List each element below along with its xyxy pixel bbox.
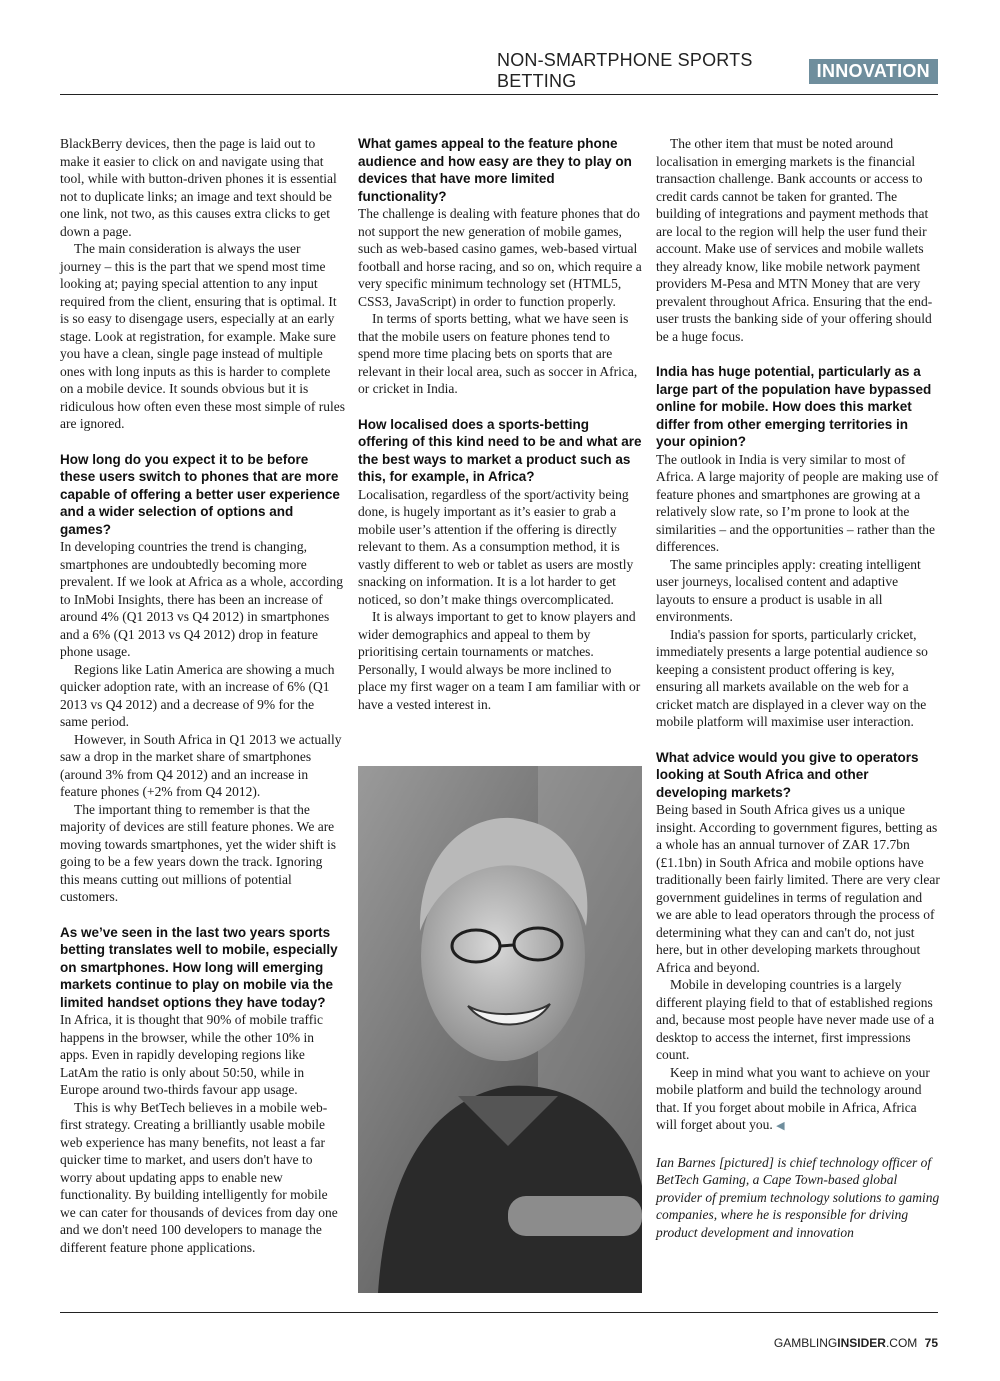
portrait-photo [358, 766, 642, 1293]
page-footer [774, 1336, 938, 1350]
paragraph: The important thing to remember is that the majority of devices are still feature phones. We are moving towards smartphones, yet the wider shift is going to be a few years down the track. Ignoring this means cutting out millions of potential customers. [60, 801, 336, 904]
question-heading: India has huge potential, particularly as a large part of the population have bypassed online for mobile. How does this market differ from other emerging territories in your opinion? [656, 364, 932, 449]
question-heading: How localised does a sports-betting offering of this kind need to be and what are the best ways to market a product such as this, for example, in Africa? [358, 416, 642, 484]
paragraph: India's passion for sports, particularly cricket, immediately presents a large potential audience so keeping a consistent product offering is key, ensuring all markets available on the web for a cricket match are displayed in a clever way on the mobile platform will maximise user interaction. [656, 626, 928, 729]
question-heading: As we’ve seen in the last two years sports betting translates well to mobile, especially on smartphones. How long will emerging markets continue to play on mobile via the limited handset options they have today? [60, 924, 338, 1010]
paragraph: The challenge is dealing with feature phones that do not support the new generation of mobile games, such as web-based casino games, web-based virtual football and horse racing, and so on, which require a very specific minimum technology set (HTML5, CSS3, JavaScript) in order to function properly. [358, 206, 642, 309]
footer-brand-b: INSIDER [837, 1336, 886, 1350]
paragraph: The same principles apply: creating intelligent user journeys, localised content and adaptive layouts to ensure a product is usable in all environments. [656, 556, 921, 624]
paragraph: In Africa, it is thought that 90% of mobile traffic happens in the browser, while the other 10% in apps. Even in rapidly developing regions like LatAm the ratio is only about 50:50, while in Europe around two-thirds favour app usage. [60, 1012, 323, 1097]
end-mark-icon: ◀ [776, 1120, 785, 1132]
section-header [497, 50, 938, 91]
paragraph: Regions like Latin America are showing a much quicker adoption rate, with an increase of 6% (Q1 2013 vs Q4 2012) and a decrease of 9% for the same period. [60, 661, 335, 729]
paragraph-text: Keep in mind what you want to achieve on your mobile platform and build the technology around that. If you forget about mobile in Africa, Africa will forget about you. [656, 1064, 930, 1132]
bottom-rule [60, 1312, 938, 1313]
paragraph [656, 1064, 940, 1136]
paragraph: In terms of sports betting, what we have seen is that the mobile users on feature phones tend to spend more time placing bets on sports that are relevant in their local area, such as soccer in Africa, or cricket in India. [358, 311, 638, 396]
paragraph: Being based in South Africa gives us a unique insight. According to government figures, betting as a whole has an annual turnover of ZAR 17.7bn (£1.1bn) in South Africa and mobile options have traditionally been fairly limited. There are very clear government guidelines in terms of regulation and we are able to lead operators through the process of determining what they can and can't do, not just here, but in other developing markets throughout Africa and beyond. [656, 802, 940, 975]
question-heading: How long do you expect it to be before these users switch to phones that are more capable of offering a better user experience and a wider selection of options and games? [60, 451, 340, 537]
footer-brand-a: GAMBLING [773, 1336, 838, 1350]
paragraph: The main consideration is always the user journey – this is the part that we spend most time looking at; paying special attention to any input required from the client, ensuring that is optimal. It is so easy to disengage users, especially at an early stage. Look at registration, for example. Make sure you have a clean, single page instead of multiple ones with long inputs as this is harder to complete on a mobile device. It sounds obvious but it is ridiculous how often even these most simple of rules are ignored. [60, 241, 345, 431]
question-heading: What advice would you give to operators looking at South Africa and other developing markets? [656, 749, 919, 800]
paragraph: The other item that must be noted around localisation in emerging markets is the financial transaction challenge. Bank accounts or access to credit cards cannot be taken for granted. The building of integrations and payment methods that are local to the region will help the user fund their account. Make use of services and mobile wallets they already know, like mobile network payment providers M-Pesa and MTN Money that are very prevalent throughout Africa. Ensuring that the end-user trusts the banking side of your offering should be a huge focus. [656, 136, 933, 344]
footer-brand-c: .COM [885, 1336, 918, 1350]
portrait-illustration [358, 766, 642, 1293]
paragraph: This is why BetTech believes in a mobile web-first strategy. Creating a brilliantly usable mobile web experience has many benefits, not least a far quicker time to market, and users don't have to worry about updating apps to enable new functionality. By building intelligently for mobile we can cater for thousands of devices from day one and we don't need 100 developers to manage the different feature phone applications. [60, 1099, 338, 1255]
section-title: NON-SMARTPHONE SPORTS BETTING [497, 50, 753, 91]
paragraph: Localisation, regardless of the sport/activity being done, is hugely important as it’s easier to grab a mobile user’s attention if the offering is directly relevant to them. As a consumption method, it is vastly different to web or tablet as users are mostly snacking on information. It is a lot harder to get noticed, so don’t make things overcomplicated. [358, 486, 634, 607]
paragraph: The outlook in India is very similar to most of Africa. A large majority of people are making use of feature phones and smartphones are growing at a relatively slow rate, so I’m prone to look at the similarities – and the opportunities – rather than the differences. [656, 451, 939, 554]
section-tag: INNOVATION [809, 59, 938, 84]
paragraph: BlackBerry devices, then the page is laid out to make it easier to click on and navigate using that tool, while with button-driven phones it is essential not to duplicate links; an image and text should be one link, not two, as this causes extra clicks to get down a page. [60, 136, 337, 239]
page-number: 75 [924, 1336, 938, 1350]
photo-caption: Ian Barnes [pictured] is chief technology officer of BetTech Gaming, a Cape Town-based global provider of premium technology solutions to gaming companies, where he is responsible for driving product development and innovation [656, 1154, 940, 1240]
column-3 [656, 135, 940, 1241]
top-rule [60, 94, 938, 95]
paragraph: However, in South Africa in Q1 2013 we actually saw a drop in the market share of smartphones (around 3% from Q4 2012) and an increase in feature phones (+2% from Q4 2012). [60, 731, 342, 799]
question-heading: What games appeal to the feature phone audience and how easy are they to play on devices that have more limited functionality? [358, 136, 632, 204]
paragraph: It is always important to get to know players and wider demographics and appeal to them by prioritising certain tournaments or matches. Personally, I would always be more inclined to place my first wager on a team I am familiar with or have a vested interest in. [358, 609, 641, 712]
paragraph: In developing countries the trend is changing, smartphones are undoubtedly becoming more prevalent. If we look at Africa as a whole, according to InMobi Insights, there has been an increase of around 4% (Q1 2013 vs Q4 2012) in smartphones and a 6% (Q1 2013 vs Q4 2012) drop in feature phone usage. [60, 539, 344, 659]
column-1 [60, 135, 345, 1256]
paragraph: Mobile in developing countries is a largely different playing field to that of established regions and, because most people have never made use of a desktop to access the internet, first impressions count. [656, 977, 935, 1062]
column-2 [358, 135, 643, 713]
